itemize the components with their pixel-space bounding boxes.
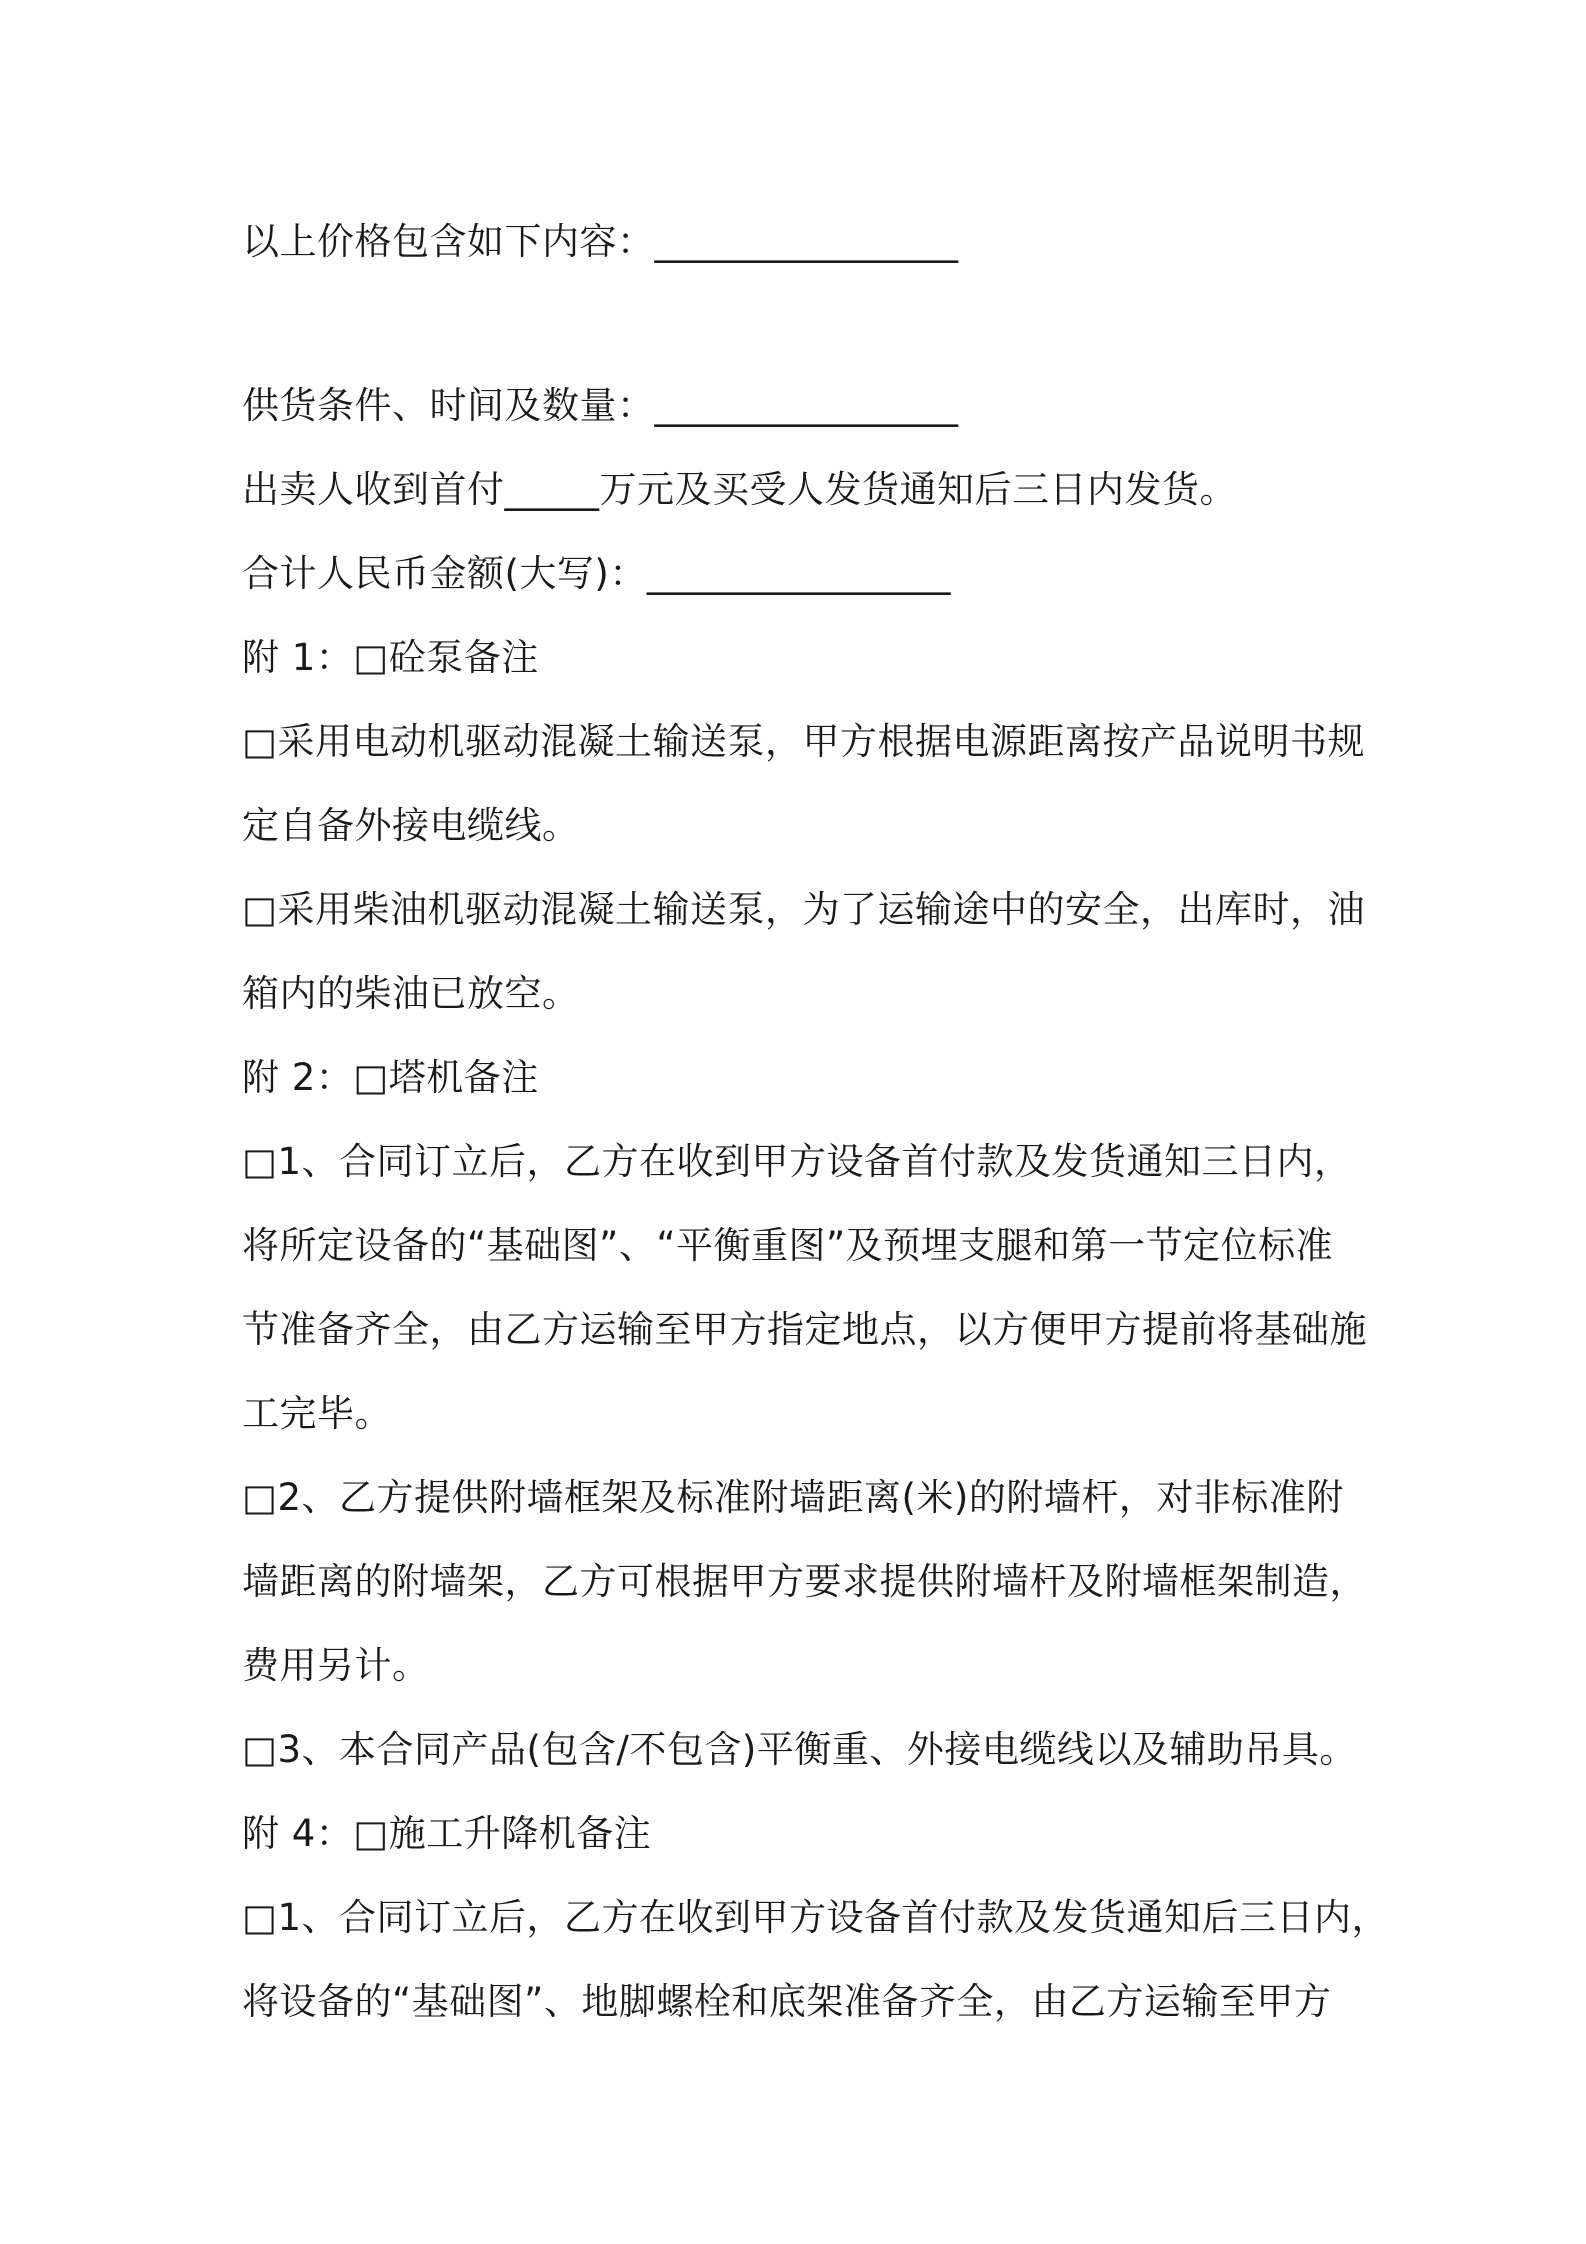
blank-gap <box>242 284 1362 364</box>
paragraph-line: 箱内的柴油已放空。 <box>242 972 580 1015</box>
supply-terms-line: 供货条件、时间及数量：________________ <box>242 384 959 427</box>
appendix-4-heading: 附 4：□施工升降机备注 <box>242 1812 652 1855</box>
appendix-1-heading: 附 1：□砼泵备注 <box>242 636 539 679</box>
paragraph-line: 将所定设备的“基础图”、“平衡重图”及预埋支腿和第一节定位标准 <box>242 1224 1334 1267</box>
paragraph-line: 墙距离的附墙架，乙方可根据甲方要求提供附墙杆及附墙框架制造， <box>242 1560 1367 1603</box>
appendix-2-heading: 附 2：□塔机备注 <box>242 1056 539 1099</box>
paragraph-line: 费用另计。 <box>242 1644 430 1687</box>
paragraph-line: 将设备的“基础图”、地脚螺栓和底架准备齐全，由乙方运输至甲方 <box>242 1980 1332 2023</box>
paragraph-line: □1、合同订立后，乙方在收到甲方设备首付款及发货通知三日内， <box>242 1140 1352 1183</box>
paragraph-line: □2、乙方提供附墙框架及标准附墙距离(米)的附墙杆，对非标准附 <box>242 1476 1344 1519</box>
delivery-line: 出卖人收到首付_____万元及买受人发货通知后三日内发货。 <box>242 468 1237 511</box>
paragraph-line: □采用柴油机驱动混凝土输送泵，为了运输途中的安全，出库时，油 <box>242 888 1365 931</box>
paragraph-line: 工完毕。 <box>242 1392 392 1435</box>
paragraph-line: □采用电动机驱动混凝土输送泵，甲方根据电源距离按产品说明书规 <box>242 720 1365 763</box>
paragraph-line: 节准备齐全，由乙方运输至甲方指定地点，以方便甲方提前将基础施 <box>242 1308 1367 1351</box>
document-body <box>242 200 1389 2044</box>
price-includes-line: 以上价格包含如下内容：________________ <box>242 220 959 263</box>
paragraph-line: 定自备外接电缆线。 <box>242 804 580 847</box>
paragraph-line: □3、本合同产品(包含/不包含)平衡重、外接电缆线以及辅助吊具。 <box>242 1728 1357 1771</box>
paragraph-line: □1、合同订立后，乙方在收到甲方设备首付款及发货通知后三日内， <box>242 1896 1389 1939</box>
total-amount-line: 合计人民币金额(大写)：________________ <box>242 552 951 595</box>
